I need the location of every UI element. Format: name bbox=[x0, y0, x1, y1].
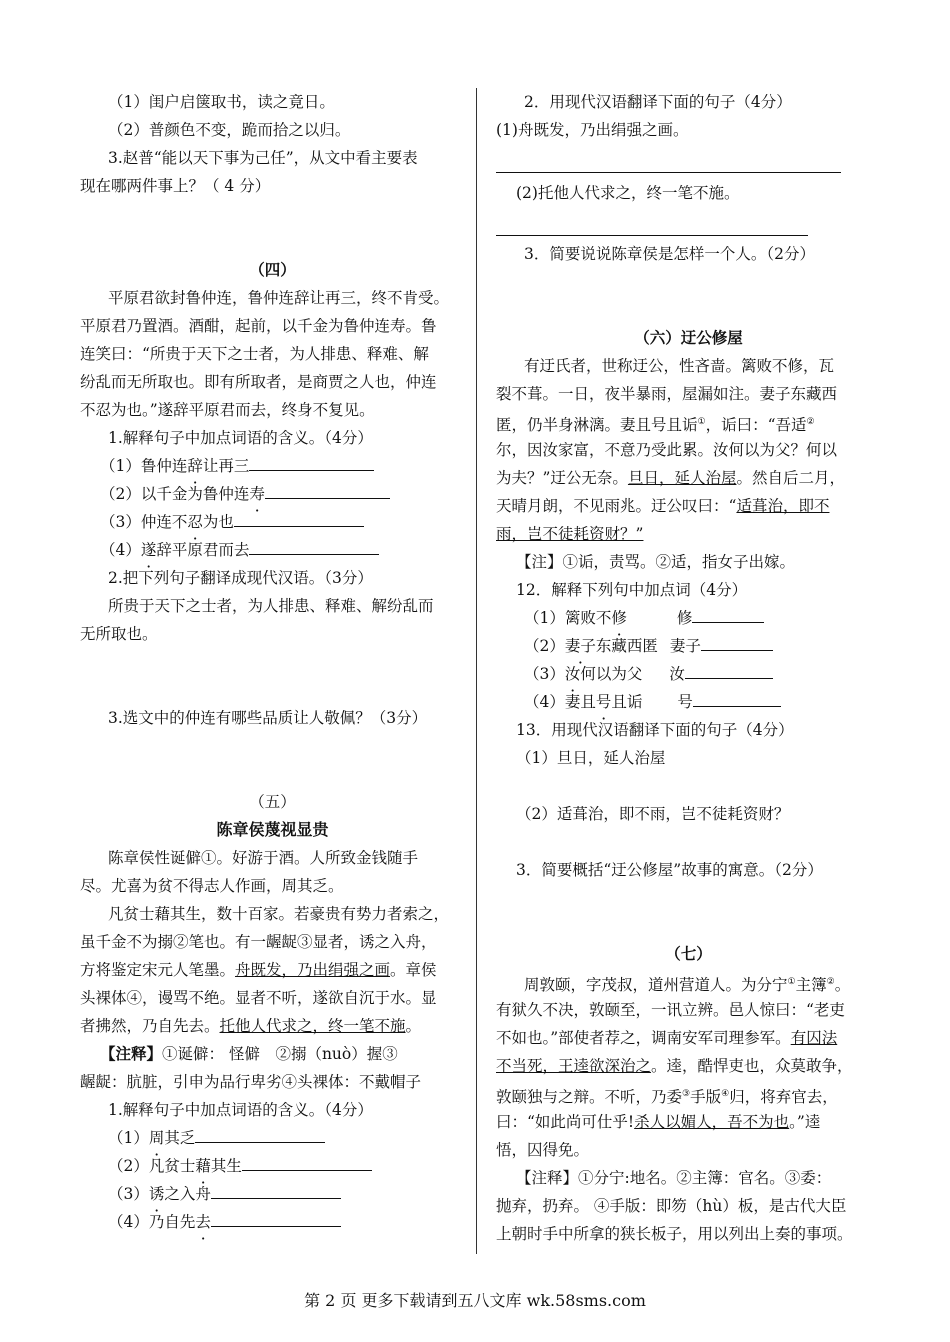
question-line: 现在哪两件事上？（ 4 分） bbox=[80, 177, 271, 195]
answer-item: （3）汝何以为父 汝 bbox=[496, 660, 881, 688]
question-line: 2．用现代汉语翻译下面的句子（4分） bbox=[524, 93, 792, 111]
section-heading-6: （六）迂公修屋 bbox=[634, 328, 743, 347]
answer-item: （2）妻子东藏西匿 妻子 bbox=[496, 632, 881, 660]
passage-line: 尽。尤喜为贫不得志人作画，周其乏。 bbox=[80, 877, 344, 895]
passage-title: 陈章侯蔑视显贵 bbox=[216, 820, 329, 839]
answer-item: （3）仲连不忍为也 bbox=[80, 508, 465, 536]
answer-item: （4）乃自先去 bbox=[80, 1208, 465, 1236]
right-column bbox=[496, 88, 881, 1248]
answer-blank[interactable] bbox=[701, 632, 773, 651]
answer-blank[interactable] bbox=[195, 1124, 325, 1143]
passage-line: 为夫？”迂公无奈。旦日，延人治屋。然自后二月， bbox=[496, 469, 845, 487]
section-heading-5: （五） bbox=[249, 793, 296, 811]
section-heading-4: （四） bbox=[249, 260, 296, 279]
passage-line: 头裸体④，谩骂不绝。显者不听，遂欲自沉于水。显 bbox=[80, 989, 437, 1007]
text-line: （2）适葺治，即不雨，岂不徒耗资财？ bbox=[516, 805, 790, 823]
text-line: 无所取也。 bbox=[80, 625, 158, 643]
answer-line[interactable] bbox=[496, 235, 808, 236]
question-line: 3．简要说说陈章侯是怎样一个人。（2分） bbox=[524, 245, 815, 263]
answer-blank[interactable] bbox=[234, 508, 364, 527]
answer-item: （1）周其乏 bbox=[80, 1124, 465, 1152]
question-line: 13．用现代汉语翻译下面的句子（4分） bbox=[516, 721, 794, 739]
answer-blank[interactable] bbox=[249, 536, 379, 555]
page-footer: 第 2 页 更多下载请到五八文库 wk.58sms.com bbox=[304, 1291, 646, 1310]
note-line: 【注】①诟，责骂。②适，指女子出嫁。 bbox=[516, 553, 796, 571]
answer-blank[interactable] bbox=[692, 604, 764, 623]
answer-item: （1）鲁仲连辞让再三 bbox=[80, 452, 465, 480]
answer-blank[interactable] bbox=[242, 1152, 372, 1171]
passage-line: 雨，岂不徒耗资财？” bbox=[496, 525, 644, 543]
text-line: 所贵于天下之士者，为人排患、释难、解纷乱而 bbox=[108, 597, 434, 615]
column-divider bbox=[476, 88, 477, 1254]
answer-item: （4）妻且号且诟 号 bbox=[496, 688, 881, 716]
question-line: 2.把下列句子翻译成现代汉语。（3分） bbox=[108, 569, 373, 587]
passage-line: 陈章侯性诞僻①。好游于酒。人所致金钱随手 bbox=[108, 849, 419, 867]
passage-line: 凡贫士藉其生，数十百家。若豪贵有势力者索之， bbox=[108, 905, 450, 923]
question-line: 3.选文中的仲连有哪些品质让人敬佩？（3分） bbox=[108, 709, 428, 727]
text-line: (2)托他人代求之，终一笔不施。 bbox=[516, 184, 740, 202]
passage-line: 曰：“如此尚可仕乎!杀人以媚人，吾不为也。”逵 bbox=[496, 1113, 821, 1131]
passage-line: 悟，囚得免。 bbox=[496, 1141, 590, 1159]
question-line: 12．解释下列句中加点词（4分） bbox=[516, 581, 748, 599]
answer-blank[interactable] bbox=[249, 452, 374, 471]
passage-line: 连笑曰：“所贵于天下之士者，为人排患、释难、解 bbox=[80, 345, 429, 363]
note-line: 【注释】①分宁:地名。②主簿：官名。③委： bbox=[516, 1169, 832, 1187]
question-line: 1.解释句子中加点词语的含义。（4分） bbox=[108, 1101, 373, 1119]
answer-line[interactable] bbox=[496, 172, 841, 173]
note-line: 上朝时手中所拿的狭长板子，用以列出上奏的事项。 bbox=[496, 1225, 853, 1243]
passage-line: 有迂氏者，世称迂公，性吝啬。篱败不修，瓦 bbox=[524, 357, 835, 375]
section-heading-7: （七） bbox=[665, 944, 712, 963]
text-line: (1)舟既发，乃出绢强之画。 bbox=[496, 121, 689, 139]
passage-line: 尔，因汝家富，不意乃受此累。汝何以为父？何以 bbox=[496, 441, 838, 459]
passage-line: 不如也。”部使者荐之，调南安军司理参军。有囚法 bbox=[496, 1029, 838, 1047]
answer-blank[interactable] bbox=[685, 660, 773, 679]
passage-line: 天晴月朗，不见雨兆。迂公叹曰：“适葺治，即不 bbox=[496, 497, 830, 515]
passage-line: 方将鉴定宋元人笔墨。舟既发，乃出绢强之画。章侯 bbox=[80, 961, 437, 979]
passage-line: 匿，仍半身淋漓。妻且号且诟①，诟曰：“吾适② bbox=[496, 416, 815, 435]
text-line: （2）普颜色不变，跪而拾之以归。 bbox=[108, 121, 351, 139]
passage-line: 不忍为也。”遂辞平原君而去，终身不复见。 bbox=[80, 401, 375, 419]
passage-line: 虽千金不为搦②笔也。有一龌龊③显者，诱之入舟， bbox=[80, 933, 437, 951]
text-line: （1）旦日，延人治屋 bbox=[516, 749, 666, 767]
passage-line: 敦颐独与之辩。不听，乃委③手版④归，将弃官去， bbox=[496, 1088, 838, 1107]
answer-item: （3）诱之入舟 bbox=[80, 1180, 465, 1208]
passage-line: 裂不葺。一日，夜半暴雨，屋漏如注。妻子东藏西 bbox=[496, 385, 838, 403]
passage-line: 平原君欲封鲁仲连，鲁仲连辞让再三，终不肯受。 bbox=[108, 289, 450, 307]
passage-line: 周敦颐，字茂叔，道州营道人。为分宁①主簿②。 bbox=[524, 976, 851, 995]
left-column bbox=[80, 88, 465, 1236]
passage-line: 者拂然，乃自先去。托他人代求之，终一笔不施。 bbox=[80, 1017, 422, 1035]
answer-blank[interactable] bbox=[211, 1208, 341, 1227]
note-line: 【注释】①诞僻： 怪僻 ②搦（nuò）握③ bbox=[100, 1044, 398, 1063]
note-line: 抛弃，扔弃。 ④手版：即笏（hù）板，是古代大臣 bbox=[496, 1197, 847, 1215]
answer-blank[interactable] bbox=[211, 1180, 341, 1199]
answer-blank[interactable] bbox=[265, 480, 390, 499]
answer-item: （2）凡贫士藉其生 bbox=[80, 1152, 465, 1180]
question-line: 1.解释句子中加点词语的含义。（4分） bbox=[108, 429, 373, 447]
passage-line: 有狱久不决，敦颐至，一讯立辨。邑人惊曰：“老吏 bbox=[496, 1001, 845, 1019]
question-line: 3．简要概括“迂公修屋”故事的寓意。（2分） bbox=[516, 861, 823, 879]
note-line: 龌龊：肮脏，引申为品行卑劣④头裸体：不戴帽子 bbox=[80, 1073, 422, 1091]
question-line: 3.赵普“能以天下事为己任”，从文中看主要表 bbox=[108, 149, 418, 167]
text-line: （1）闺户启箧取书，读之竟日。 bbox=[108, 93, 335, 111]
passage-line: 不当死，王逵欲深治之。逵，酷悍吏也，众莫敢争， bbox=[496, 1057, 853, 1075]
answer-item: （4）遂辞平原君而去 bbox=[80, 536, 465, 564]
answer-item: （2）以千金为鲁仲连寿 bbox=[80, 480, 465, 508]
passage-line: 平原君乃置酒。酒酣，起前，以千金为鲁仲连寿。鲁 bbox=[80, 317, 437, 335]
answer-blank[interactable] bbox=[693, 688, 781, 707]
answer-item: （1）篱败不修 修 bbox=[496, 604, 881, 632]
passage-line: 纷乱而无所取也。即有所取者，是商贾之人也，仲连 bbox=[80, 373, 437, 391]
